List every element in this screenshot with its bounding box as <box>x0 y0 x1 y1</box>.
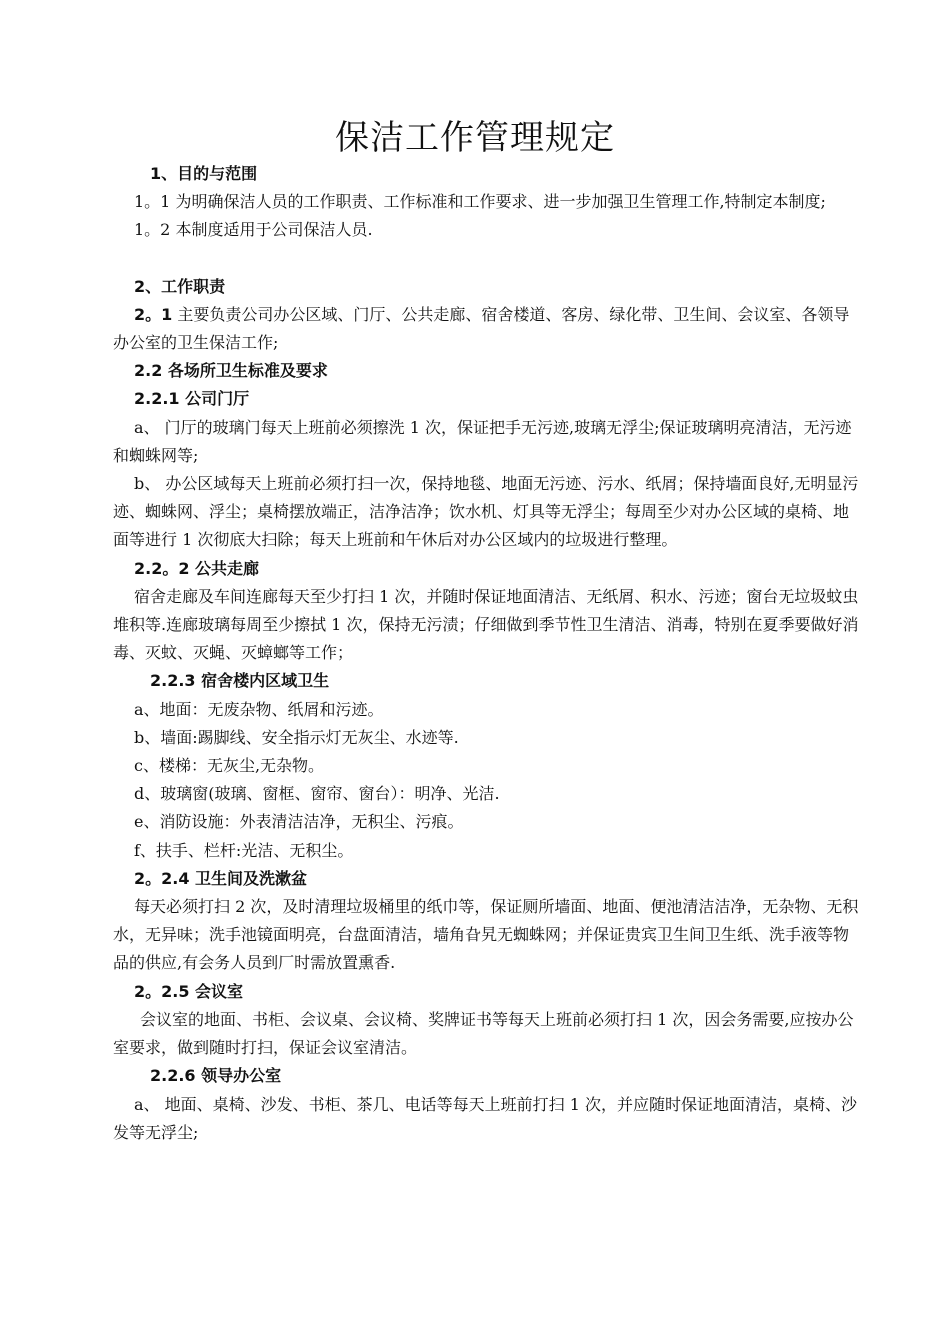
list-item: a、地面：无废杂物、纸屑和污迹。 <box>134 699 384 719</box>
paragraph-2-2-4: 每天必须打扫 2 次，及时清理垃圾桶里的纸巾等，保证厕所墙面、地面、便池清洁洁净，无杂物、无积水，无异味；洗手池镜面明亮，台盘面清洁，墙角旮旯无蜘蛛网；并保证贵宾卫生间卫生纸、洗手液等物品的供应,有会务人员到厂时需放置熏香. <box>113 897 859 973</box>
section-heading-2-2-3: 2.2.3 宿舍楼内区域卫生 <box>150 671 330 691</box>
paragraph-2-2-1-a: a、 门厅的玻璃门每天上班前必须擦洗 1 次，保证把手无污迹,玻璃无浮尘;保证玻璃明亮清洁，无污迹和蜘蛛网等; <box>113 417 852 465</box>
paragraph-2-2-1-b: b、 办公区域每天上班前必须打扫一次，保持地毯、地面无污迹、污水、纸屑；保持墙面良好,无明显污迹、蜘蛛网、浮尘；桌椅摆放端正，洁净洁净；饮水机、灯具等无浮尘；每周至少对办公区域的桌椅、地面等进行 1 次彻底大扫除；每天上班前和午休后对办公区域内的垃圾进行整理。 <box>113 474 859 550</box>
paragraph-2-1-number: 2。1 <box>134 304 173 324</box>
section-heading-2-2-6: 2.2.6 领导办公室 <box>150 1066 282 1086</box>
paragraph-1-2: 1。2 本制度适用于公司保洁人员. <box>134 220 373 240</box>
list-item: c、楼梯：无灰尘,无杂物。 <box>134 756 325 776</box>
paragraph-2-2-2: 宿舍走廊及车间连廊每天至少打扫 1 次，并随时保证地面清洁、无纸屑、积水、污迹；窗台无垃圾蚊虫堆积等.连廊玻璃每周至少擦拭 1 次，保持无污渍；仔细做到季节性卫生清洁、消毒，特别在夏季要做好消毒、灭蚊、灭蝇、灭蟑螂等工作； <box>113 586 859 663</box>
section-heading-2-2-1: 2.2.1 公司门厅 <box>134 389 250 409</box>
section-heading-2-2-2: 2.2。2 公共走廊 <box>134 558 260 578</box>
paragraph-2-1 <box>113 301 863 357</box>
section-heading-2-2-5: 2。2.5 会议室 <box>134 981 244 1001</box>
paragraph-2-2-6-a: a、 地面、桌椅、沙发、书柜、茶几、电话等每天上班前打扫 1 次，并应随时保证地面清洁，桌椅、沙发等无浮尘; <box>113 1094 857 1142</box>
document-body <box>113 160 863 1147</box>
paragraph-2-1-text: 主要负责公司办公区域、门厅、公共走廊、宿舍楼道、客房、绿化带、卫生间、会议室、各领导办公室的卫生保洁工作; <box>113 304 850 353</box>
paragraph-1-1: 1。1 为明确保洁人员的工作职责、工作标准和工作要求、进一步加强卫生管理工作,特制定本制度; <box>134 192 826 212</box>
list-item: d、玻璃窗(玻璃、窗框、窗帘、窗台）：明净、光洁. <box>134 784 500 804</box>
section-heading-purpose: 1、目的与范围 <box>150 164 258 183</box>
section-heading-2-2-4: 2。2.4 卫生间及洗漱盆 <box>134 868 308 888</box>
document-title: 保洁工作管理规定 <box>335 118 615 158</box>
list-item: f、扶手、栏杆:光洁、无积尘。 <box>134 840 354 860</box>
section-heading-duties: 2、工作职责 <box>134 276 226 296</box>
list-item: e、消防设施：外表清洁洁净，无积尘、污痕。 <box>134 812 464 832</box>
list-item: b、墙面:踢脚线、安全指示灯无灰尘、水迹等. <box>134 727 459 747</box>
blank-line <box>113 245 863 273</box>
section-heading-2-2: 2.2 各场所卫生标准及要求 <box>134 361 328 381</box>
paragraph-2-2-5: 会议室的地面、书柜、会议桌、会议椅、奖牌证书等每天上班前必须打扫 1 次，因会务需要,应按办公室要求，做到随时打扫，保证会议室清洁。 <box>113 1009 854 1058</box>
